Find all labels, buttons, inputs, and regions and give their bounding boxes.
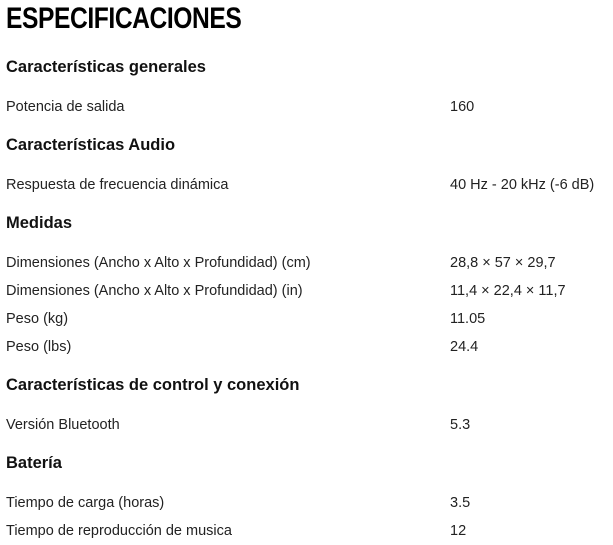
spec-label: Respuesta de frecuencia dinámica [6, 177, 229, 193]
spec-label: Potencia de salida [6, 99, 125, 115]
spec-row-frequency-response [6, 171, 613, 199]
spec-row-playback-time [6, 517, 613, 545]
section-measurements [6, 210, 613, 361]
section-title: Características de control y conexión [6, 376, 300, 394]
spec-value: 5.3 [450, 417, 471, 433]
spec-label: Dimensiones (Ancho x Alto x Profundidad) (cm) [6, 255, 311, 271]
spec-label: Versión Bluetooth [6, 417, 120, 433]
spec-row-charge-time [6, 489, 613, 517]
spec-value: 40 Hz - 20 kHz (-6 dB) [450, 177, 595, 193]
section-control-connection [6, 372, 613, 439]
section-battery [6, 450, 613, 545]
section-audio [6, 132, 613, 199]
spec-label: Tiempo de carga (horas) [6, 495, 165, 511]
spec-value: 11,4 × 22,4 × 11,7 [450, 283, 566, 299]
spec-row-dimensions-cm [6, 249, 613, 277]
spec-value: 160 [450, 99, 475, 115]
spec-row-weight-lbs [6, 333, 613, 361]
spec-label: Dimensiones (Ancho x Alto x Profundidad) (in) [6, 283, 303, 299]
spec-label: Peso (lbs) [6, 339, 72, 355]
spec-value: 3.5 [450, 495, 471, 511]
spec-row-weight-kg [6, 305, 613, 333]
page-title: ESPECIFICACIONES [6, 2, 242, 35]
spec-row-output-power [6, 93, 613, 121]
spec-label: Peso (kg) [6, 311, 69, 327]
section-title: Batería [6, 454, 62, 472]
spec-value: 28,8 × 57 × 29,7 [450, 255, 556, 271]
section-title: Medidas [6, 214, 73, 232]
spec-row-dimensions-in [6, 277, 613, 305]
spec-value: 24.4 [450, 339, 479, 355]
section-general [6, 54, 613, 121]
section-title: Características Audio [6, 136, 176, 154]
specifications-list [6, 54, 613, 545]
spec-value: 12 [450, 523, 467, 539]
spec-value: 11.05 [450, 311, 486, 327]
spec-row-bluetooth-version [6, 411, 613, 439]
section-title: Características generales [6, 58, 206, 76]
spec-label: Tiempo de reproducción de musica [6, 523, 232, 539]
